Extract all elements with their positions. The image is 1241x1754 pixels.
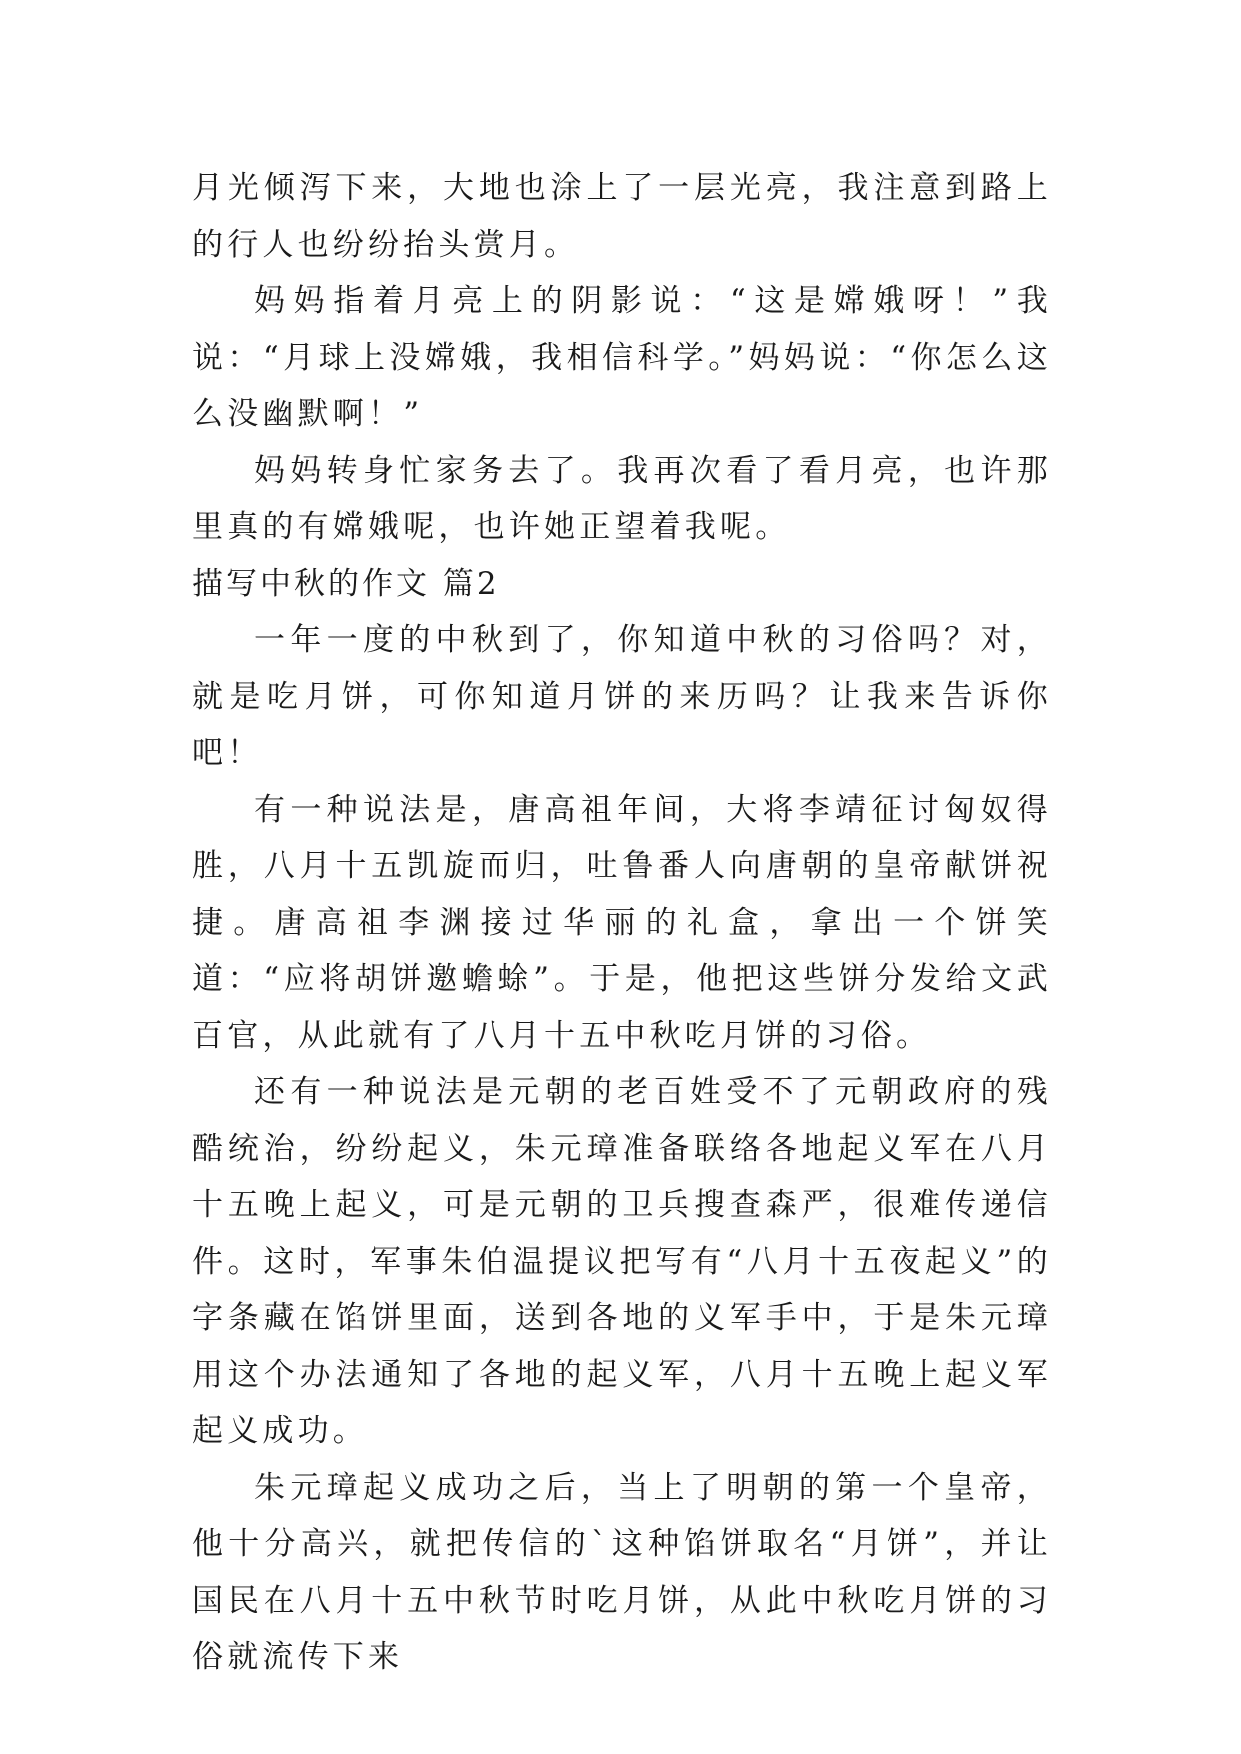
paragraph-intro: 一年一度的中秋到了，你知道中秋的习俗吗？对，就是吃月饼，可你知道月饼的来历吗？让我来告诉你吧！ (192, 622, 1052, 771)
paragraph-chang-e: 妈妈指着月亮上的阴影说：“这是嫦娥呀！”我说：“月球上没嫦娥，我相信科学。”妈妈说：“你怎么这么没幽默啊！” (192, 283, 1052, 432)
paragraph-ming-emperor: 朱元璋起义成功之后，当上了明朝的第一个皇帝，他十分高兴，就把传信的`这种馅饼取名“月饼”，并让国民在八月十五中秋节时吃月饼，从此中秋吃月饼的习俗就流传下来 (192, 1469, 1052, 1675)
paragraph-housework: 妈妈转身忙家务去了。我再次看了看月亮，也许那里真的有嫦娥呢，也许她正望着我呢。 (192, 452, 1052, 545)
paragraph-moonlight: 月光倾泻下来，大地也涂上了一层光亮，我注意到路上的行人也纷纷抬头赏月。 (192, 170, 1052, 263)
paragraph-yuan-legend: 还有一种说法是元朝的老百姓受不了元朝政府的残酷统治，纷纷起义，朱元璋准备联络各地起义军在八月十五晚上起义，可是元朝的卫兵搜查森严，很难传递信件。这时，军事朱伯温提议把写有“八月十五夜起义”的字条藏在馅饼里面，送到各地的义军手中，于是朱元璋用这个办法通知了各地的起义军，八月十五晚上起义军起义成功。 (192, 1074, 1052, 1449)
document-page (192, 160, 1052, 1686)
paragraph-tang-legend: 有一种说法是，唐高祖年间，大将李靖征讨匈奴得胜，八月十五凯旋而归，吐鲁番人向唐朝的皇帝献饼祝捷。唐高祖李渊接过华丽的礼盒，拿出一个饼笑道：“应将胡饼邀蟾蜍”。于是，他把这些饼分发给文武百官，从此就有了八月十五中秋吃月饼的习俗。 (192, 791, 1052, 1054)
essay-heading: 描写中秋的作文 篇2 (192, 565, 500, 602)
